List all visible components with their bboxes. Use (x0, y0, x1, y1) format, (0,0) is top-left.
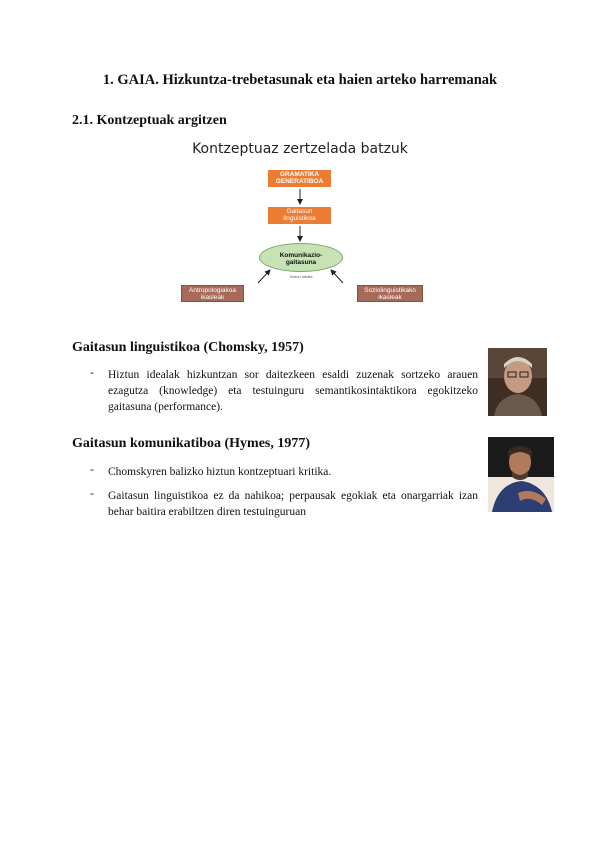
bullet-marker: - (90, 488, 94, 500)
chomsky-photo (488, 348, 547, 416)
box-gaitasun-linguistikoa: Gaitasun linguistikoa (268, 207, 331, 224)
box-gramatika-generatiboa: GRAMATIKA GENERATIBOA (268, 170, 331, 187)
bullet-marker: - (90, 367, 94, 379)
ellipse-sublabel: hiztun ideala (290, 274, 313, 279)
section-title: 2.1. Kontzeptuak argitzen (72, 113, 227, 128)
document-title: 1. GAIA. Hizkuntza-trebetasunak eta haien arteko harremanak (102, 72, 498, 88)
bullet-text: Chomskyren balizko hiztun kontzeptuari kritika. (108, 466, 332, 478)
box-soziolinguistika: Soziolinguistikako ikasleak (357, 285, 423, 302)
hymes-photo (488, 437, 554, 512)
bullet-marker: - (90, 464, 94, 476)
box-antropologia: Antropologiakoa ikasleak (181, 285, 244, 302)
heading-gaitasun-komunikatiboa: Gaitasun komunikatiboa (Hymes, 1977) (72, 436, 311, 451)
diagram-title: Kontzeptuaz zertzelada batzuk (192, 141, 408, 157)
ellipse-komunikazio-gaitasuna: Komunikazio- gaitasuna (259, 243, 343, 272)
heading-gaitasun-linguistikoa: Gaitasun linguistikoa (Chomsky, 1957) (72, 340, 304, 355)
bullet-text: Hiztun idealak hizkuntzan sor daitezkeen esaldi zuzenak sortzeko arauen ezagutza (knowledge) eta testuinguru semantikosintaktikora egokitzeko gaitasuna (performance). (108, 369, 478, 413)
bullet-text: Gaitasun linguistikoa ez da nahikoa; perpausak egokiak eta onargarriak izan behar baitira erabiltzen diren testuinguruan (108, 490, 478, 518)
arrow-left-up (258, 270, 270, 283)
arrow-right-up (331, 270, 343, 283)
